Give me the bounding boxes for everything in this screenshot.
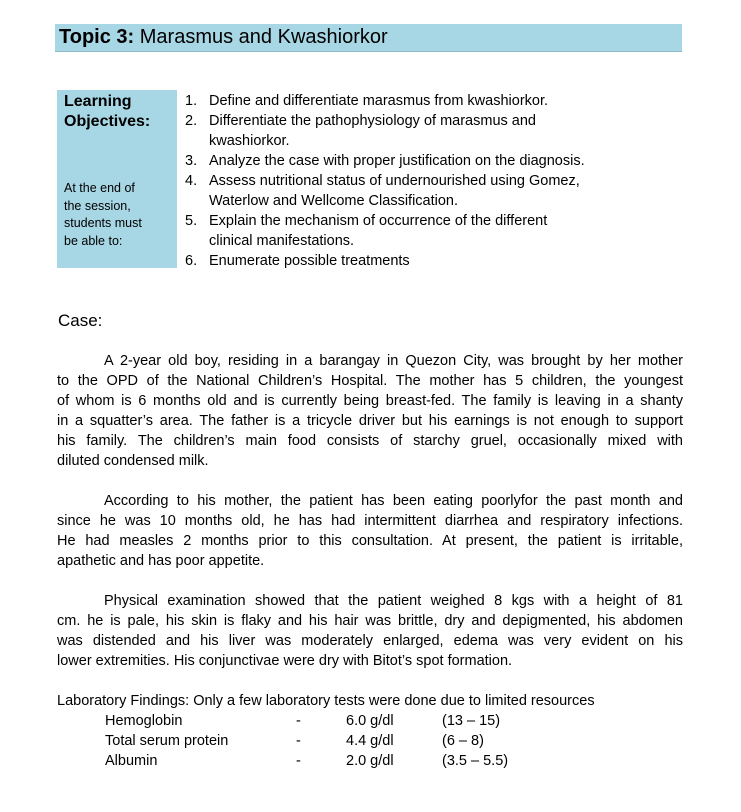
lab-test-name: Hemoglobin [105,713,183,729]
objective-text [209,171,639,211]
lab-test-name: Total serum protein [105,733,229,749]
paragraph-line: cm. he is pale, his skin is flaky and his hair was brittle, dry and depigmented, his abdomen [57,613,683,629]
case-paragraph-3 [57,591,683,671]
topic-title [59,26,388,49]
paragraph-line: his family. The children’s main food consists of starchy gruel, occasionally mixed with [57,433,683,449]
case-paragraph-1 [57,351,683,471]
subtext-line: the session, [64,198,131,213]
paragraph-line: He had measles 2 months prior to this consultation. At present, the patient is irritable, [57,533,683,549]
lab-normal-range: (13 – 15) [442,713,501,729]
paragraph-line: According to his mother, the patient has been eating poorlyfor the past month and [104,493,683,509]
objective-line: clinical manifestations. [209,233,355,249]
subtext-line: students must [64,216,142,230]
subtext-line: At the end of [64,181,135,195]
lab-value: 6.0 g/dl [346,713,394,729]
paragraph-line: since he was 10 months old, he has had intermittent diarrhea and respiratory infections. [57,513,683,529]
objective-text [209,211,639,251]
objective-line: Analyze the case with proper justification on the diagnosis. [209,153,585,169]
objective-line: Define and differentiate marasmus from kwashiorkor. [209,93,549,109]
objective-line: Assess nutritional status of undernourished using Gomez, [209,173,580,189]
lab-value: 2.0 g/dl [346,753,394,769]
objective-line: kwashiorkor. [209,133,290,149]
topic-name: Marasmus and Kwashiorkor [139,26,388,48]
objective-line: Waterlow and Wellcome Classification. [209,193,459,209]
paragraph-line: A 2-year old boy, residing in a barangay in Quezon City, was brought by her mother [104,353,683,369]
learning-objectives-heading [64,92,150,132]
objective-line: Explain the mechanism of occurrence of the different [209,213,548,229]
objective-number: 6. [185,253,198,269]
heading-line: Learning [64,93,132,110]
objective-text [209,91,639,111]
paragraph-line: to the OPD of the National Children’s Hospital. The mother has 5 children, the youngest [57,373,683,389]
objective-text [209,111,639,151]
lab-dash: - [296,733,301,749]
lab-findings-header: Laboratory Findings: Only a few laboratory tests were done due to limited resources [57,693,595,709]
paragraph-line: in a squatter’s area. The father is a tricycle driver but his earnings is not enough to support [57,413,683,429]
lab-normal-range: (3.5 – 5.5) [442,753,509,769]
subtext-line: be able to: [64,233,123,248]
paragraph-line: was distended and his liver was moderately enlarged, edema was very evident on his [57,633,683,649]
paragraph-line: Physical examination showed that the patient weighed 8 kgs with a height of 81 [104,593,683,609]
objective-number: 1. [185,93,198,109]
paragraph-line: diluted condensed milk. [57,453,209,469]
learning-objectives-subtext [64,180,142,250]
objective-number: 4. [185,173,198,189]
lab-value: 4.4 g/dl [346,733,394,749]
objective-line: Differentiate the pathophysiology of marasmus and [209,113,536,129]
paragraph-line: apathetic and has poor appetite. [57,553,265,569]
case-paragraph-2 [57,491,683,571]
paragraph-line: of whom is 6 months old and is currently being breast-fed. The family is leaving in a shanty [57,393,683,409]
objective-number: 2. [185,113,198,129]
objective-text [209,151,639,171]
lab-row-total-serum-protein [0,731,741,751]
lab-dash: - [296,713,301,729]
topic-number: Topic 3 [59,26,128,48]
objective-number: 5. [185,213,198,229]
lab-row-albumin [0,751,741,771]
objective-text [209,251,639,271]
topic-separator: : [127,26,135,48]
topic-header-bar [55,24,682,52]
objective-line: Enumerate possible treatments [209,253,410,269]
objective-number: 3. [185,153,198,169]
heading-line: Objectives: [64,113,151,130]
paragraph-line: lower extremities. His conjunctivae were dry with Bitot’s spot formation. [57,653,513,669]
case-heading: Case: [58,311,103,330]
lab-dash: - [296,753,301,769]
lab-row-hemoglobin [0,711,741,731]
lab-test-name: Albumin [105,753,158,769]
learning-objectives-box [57,90,177,268]
lab-normal-range: (6 – 8) [442,733,484,749]
